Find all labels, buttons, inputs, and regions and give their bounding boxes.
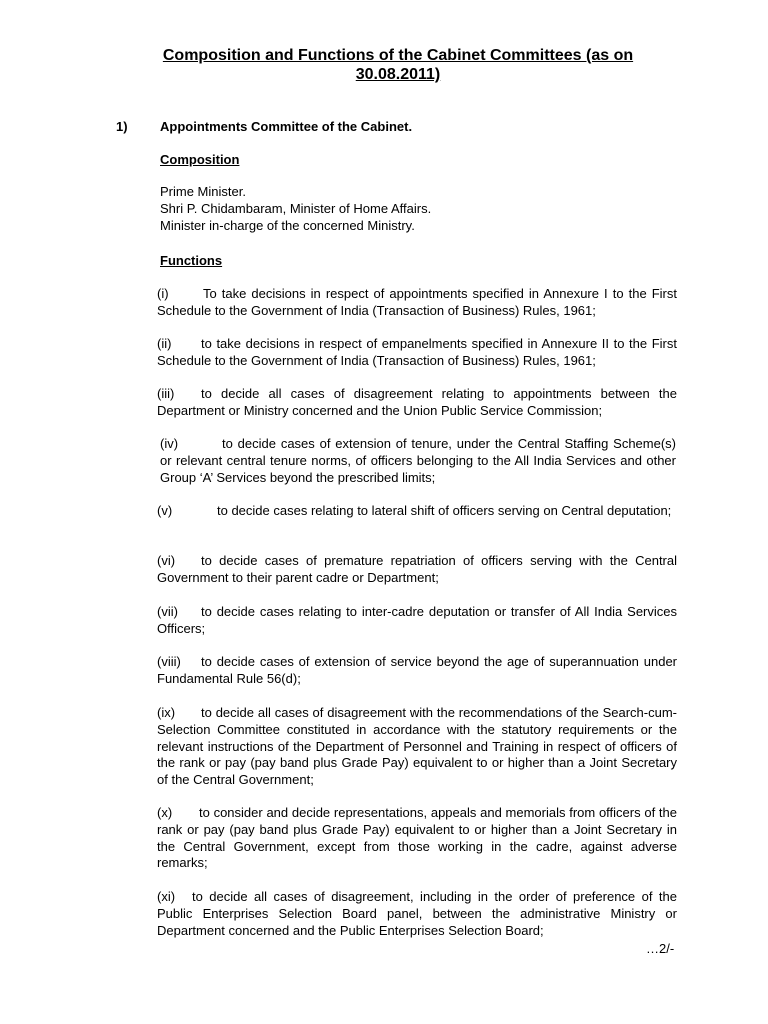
composition-member: Minister in-charge of the concerned Ministry. bbox=[160, 218, 415, 233]
item-text: to take decisions in respect of empanelments specified in Annexure II to the First Schedule to the Government of India (Transaction of Business) Rules, 1961; bbox=[157, 336, 677, 368]
item-number: (iv) bbox=[160, 436, 179, 451]
item-text: to decide all cases of disagreement with the recommendations of the Search-cum-Selection Committee constituted in accordance with the statutory requirements or the relevant instructions of the Department of Personnel and Training in respect of officers of the rank or pay (pay band plus Grade Pay) equivalent to or higher than a Joint Secretary of the Central Government; bbox=[157, 705, 677, 788]
item-text: to decide all cases of disagreement relating to appointments between the Department or Ministry concerned and the Union Public Service Commission; bbox=[157, 386, 677, 418]
composition-member: Prime Minister. bbox=[160, 184, 246, 199]
item-text: to decide cases relating to lateral shift of officers serving on Central deputation; bbox=[217, 503, 672, 518]
item-number: (v) bbox=[157, 503, 173, 518]
function-item bbox=[157, 705, 677, 789]
item-text: to decide cases relating to inter-cadre deputation or transfer of All India Services Officers; bbox=[157, 604, 677, 636]
composition-member: Shri P. Chidambaram, Minister of Home Affairs. bbox=[160, 201, 432, 216]
function-item bbox=[157, 386, 677, 420]
function-item bbox=[157, 604, 677, 638]
item-text: To take decisions in respect of appointments specified in Annexure I to the First Schedule to the Government of India (Transaction of Business) Rules, 1961; bbox=[157, 286, 677, 318]
item-text: to decide cases of extension of service beyond the age of superannuation under Fundamental Rule 56(d); bbox=[157, 654, 677, 686]
composition-list bbox=[160, 183, 431, 234]
composition-heading: Composition bbox=[160, 152, 240, 167]
function-item bbox=[157, 889, 677, 939]
item-number: (xi) bbox=[157, 889, 176, 904]
section-heading: Appointments Committee of the Cabinet. bbox=[160, 119, 413, 134]
functions-heading: Functions bbox=[160, 253, 223, 268]
item-number: (ii) bbox=[157, 336, 172, 351]
item-number: (vii) bbox=[157, 604, 178, 619]
item-number: (i) bbox=[157, 286, 169, 301]
function-item bbox=[157, 286, 677, 320]
item-number: (iii) bbox=[157, 386, 175, 401]
function-item bbox=[157, 336, 677, 370]
item-text: to decide cases of extension of tenure, under the Central Staffing Scheme(s) or relevant central tenure norms, of officers belonging to the All India Services and other Group ‘A’ Services beyond the prescribed limits; bbox=[160, 436, 676, 485]
function-item bbox=[157, 654, 677, 688]
function-item bbox=[160, 436, 676, 486]
item-number: (ix) bbox=[157, 705, 176, 720]
item-text: to decide all cases of disagreement, including in the order of preference of the Public Enterprises Selection Board panel, between the administrative Ministry or Department concerned and the Public Enterprises Selection Board; bbox=[157, 889, 677, 938]
item-text: to decide cases of premature repatriation of officers serving with the Central Government to their parent cadre or Department; bbox=[157, 553, 677, 585]
item-number: (vi) bbox=[157, 553, 176, 568]
document-title: Composition and Functions of the Cabinet Committees (as on 30.08.2011) bbox=[162, 47, 634, 83]
page-continuation: …2/- bbox=[646, 941, 675, 956]
item-number: (viii) bbox=[157, 654, 181, 669]
function-item bbox=[157, 553, 677, 587]
item-text: to consider and decide representations, appeals and memorials from officers of the rank or pay (pay band plus Grade Pay) equivalent to or higher than a Joint Secretary in the Central Government, except from those working in the cadre, against adverse remarks; bbox=[157, 805, 677, 871]
section-number: 1) bbox=[116, 119, 128, 134]
item-number: (x) bbox=[157, 805, 173, 820]
function-item bbox=[157, 503, 677, 520]
function-item bbox=[157, 805, 677, 872]
